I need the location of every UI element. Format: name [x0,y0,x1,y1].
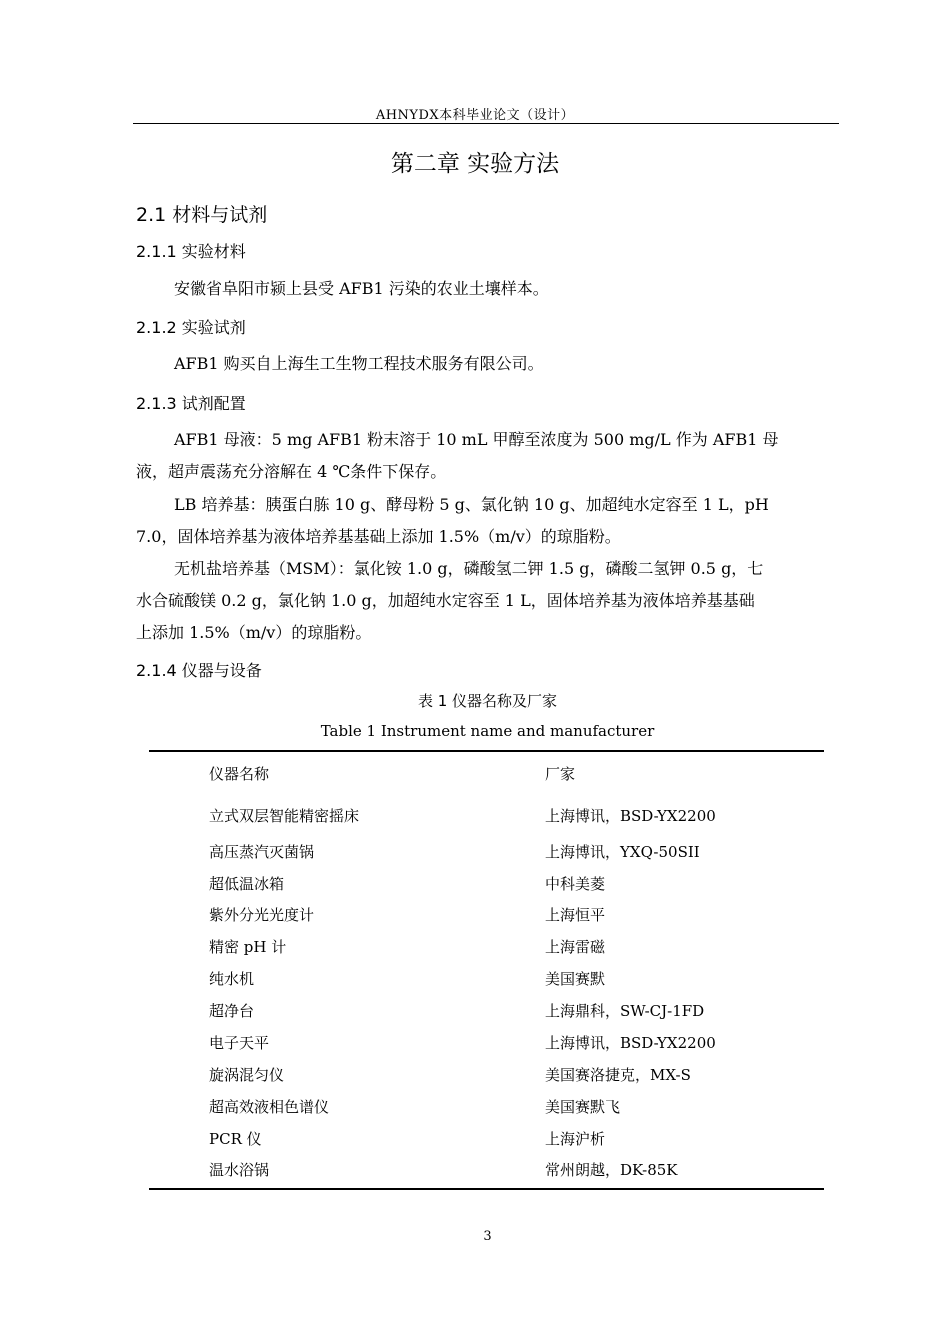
table-header-instrument: 仪器名称 [209,765,270,783]
table-cell-instrument: 紫外分光光度计 [209,906,315,924]
table-cell-instrument: 纯水机 [209,970,255,988]
table-cell-manufacturer: 中科美菱 [545,875,606,893]
msm-medium-paragraph: 无机盐培养基（MSM）：氯化铵 1.0 g，磷酸氢二钾 1.5 g，磷酸二氢钾 0.5 g，七 水合硫酸镁 0.2 g，氯化钠 1.0 g，加超纯水定容至 1 L，固体培养基为液体培养基基础 上添加 1.5%（m/v）的琼脂粉。 [136,559,764,642]
table-cell-instrument: PCR 仪 [209,1130,262,1148]
reagents-paragraph: AFB1 购买自上海生工生物工程技术服务有限公司。 [174,354,544,373]
subsection-heading-preparation: 2.1.3 试剂配置 [136,394,246,413]
running-header: AHNYDX本科毕业论文（设计） [375,108,575,123]
table-cell-manufacturer: 美国赛默 [545,970,606,988]
table-cell-instrument: 精密 pH 计 [209,938,287,956]
table-cell-instrument: 立式双层智能精密摇床 [209,807,360,825]
table-cell-manufacturer: 上海博讯，YXQ-50SII [545,843,700,861]
table-cell-instrument: 电子天平 [209,1034,270,1052]
table-cell-manufacturer: 美国赛洛捷克，MX-S [545,1066,691,1084]
table-cell-manufacturer: 上海恒平 [545,906,606,924]
table-bottom-rule [149,1188,824,1190]
table-caption-en: Table 1 Instrument name and manufacturer [320,722,655,740]
table-top-rule [149,750,824,752]
afb1-stock-paragraph: AFB1 母液：5 mg AFB1 粉末溶于 10 mL 甲醇至浓度为 500 mg/L 作为 AFB1 母 液，超声震荡充分溶解在 4 ℃条件下保存。 [136,430,779,481]
page-number: 3 [483,1229,492,1244]
table-cell-manufacturer: 常州朗越，DK-85K [545,1161,678,1179]
subsection-heading-materials: 2.1.1 实验材料 [136,242,246,261]
section-heading: 2.1 材料与试剂 [136,204,268,226]
header-rule [133,123,839,124]
table-cell-manufacturer: 上海沪析 [545,1130,606,1148]
table-cell-manufacturer: 上海鼎科，SW-CJ-1FD [545,1002,705,1020]
table-cell-instrument: 温水浴锅 [209,1161,270,1179]
materials-paragraph: 安徽省阜阳市颍上县受 AFB1 污染的农业土壤样本。 [174,279,549,298]
subsection-heading-reagents: 2.1.2 实验试剂 [136,318,246,337]
table-cell-manufacturer: 上海博讯，BSD-YX2200 [545,1034,716,1052]
lb-medium-paragraph: LB 培养基：胰蛋白胨 10 g、酵母粉 5 g、氯化钠 10 g、加超纯水定容至 1 L，pH 7.0，固体培养基为液体培养基基础上添加 1.5%（m/v）的琼脂粉。 [136,495,769,546]
table-cell-manufacturer: 上海博讯，BSD-YX2200 [545,807,716,825]
table-cell-instrument: 超净台 [209,1002,255,1020]
table-cell-instrument: 超低温冰箱 [209,875,285,893]
chapter-title: 第二章 实验方法 [390,151,560,177]
table-cell-manufacturer: 美国赛默飞 [545,1098,621,1116]
table-caption-cn: 表 1 仪器名称及厂家 [417,692,558,710]
table-cell-manufacturer: 上海雷磁 [545,938,606,956]
subsection-heading-instruments: 2.1.4 仪器与设备 [136,661,262,680]
table-cell-instrument: 旋涡混匀仪 [209,1066,285,1084]
table-cell-instrument: 超高效液相色谱仪 [209,1098,330,1116]
table-header-manufacturer: 厂家 [545,765,576,783]
table-cell-instrument: 高压蒸汽灭菌锅 [209,843,315,861]
